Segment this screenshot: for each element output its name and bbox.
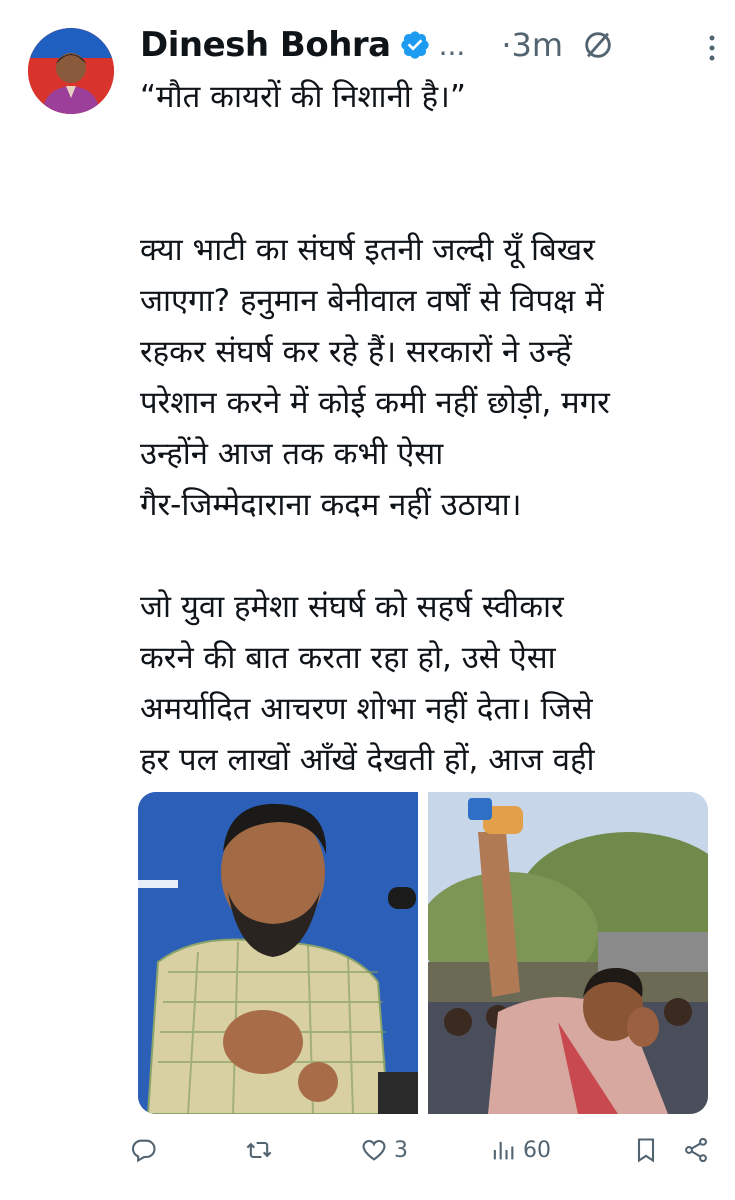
tweet-line: हर पल लाखों आँखें देखती हों, आज वही bbox=[140, 742, 595, 778]
views-icon bbox=[489, 1136, 517, 1164]
reply-icon bbox=[130, 1136, 158, 1164]
photo-man-speaking bbox=[138, 792, 418, 1114]
tweet-text bbox=[140, 72, 720, 837]
avatar-photo bbox=[28, 28, 114, 114]
timestamp[interactable]: ·3m bbox=[501, 26, 564, 64]
more-icon[interactable] bbox=[707, 34, 717, 62]
bookmark-icon[interactable] bbox=[632, 1136, 660, 1164]
tweet-line: जो युवा हमेशा संघर्ष को सहर्ष स्वीकार bbox=[140, 589, 564, 625]
tweet-line: जाएगा? हनुमान बेनीवाल वर्षों से विपक्ष में bbox=[140, 283, 604, 319]
no-reply-icon bbox=[581, 28, 615, 62]
tweet-line: परेशान करने में कोई कमी नहीं छोड़ी, मगर bbox=[140, 385, 610, 421]
verified-badge-icon bbox=[399, 29, 431, 61]
reply-button[interactable] bbox=[130, 1136, 164, 1164]
bookmark-share-group bbox=[632, 1136, 710, 1164]
tweet-header bbox=[140, 20, 715, 70]
share-icon[interactable] bbox=[682, 1136, 710, 1164]
tweet-media bbox=[138, 792, 708, 1114]
like-button[interactable] bbox=[360, 1136, 408, 1164]
media-image-2[interactable] bbox=[428, 792, 708, 1114]
tweet-line: “मौत कायरों की निशानी है।” bbox=[140, 79, 466, 115]
views-count: 60 bbox=[523, 1137, 551, 1163]
tweet-actions bbox=[130, 1128, 710, 1172]
tweet-line: करने की बात करता रहा हो, उसे ऐसा bbox=[140, 640, 556, 676]
retweet-button[interactable] bbox=[245, 1136, 279, 1164]
name-ellipsis: ... bbox=[438, 28, 466, 62]
like-icon bbox=[360, 1136, 388, 1164]
avatar[interactable] bbox=[28, 28, 114, 114]
views-button[interactable] bbox=[489, 1136, 551, 1164]
author-name[interactable]: Dinesh Bohra bbox=[140, 25, 391, 65]
tweet-line: गैर-जिम्मेदाराना कदम नहीं उठाया। bbox=[140, 487, 522, 523]
retweet-icon bbox=[245, 1136, 273, 1164]
photo-crowd bbox=[428, 792, 708, 1114]
tweet-line: उन्होंने आज तक कभी ऐसा bbox=[140, 436, 444, 472]
tweet-line: रहकर संघर्ष कर रहे हैं। सरकारों ने उन्हें bbox=[140, 334, 572, 370]
tweet-line: क्या भाटी का संघर्ष इतनी जल्दी यूँ बिखर bbox=[140, 232, 595, 268]
like-count: 3 bbox=[394, 1137, 408, 1163]
tweet-line: अमर्यादित आचरण शोभा नहीं देता। जिसे bbox=[140, 691, 593, 727]
media-image-1[interactable] bbox=[138, 792, 418, 1114]
